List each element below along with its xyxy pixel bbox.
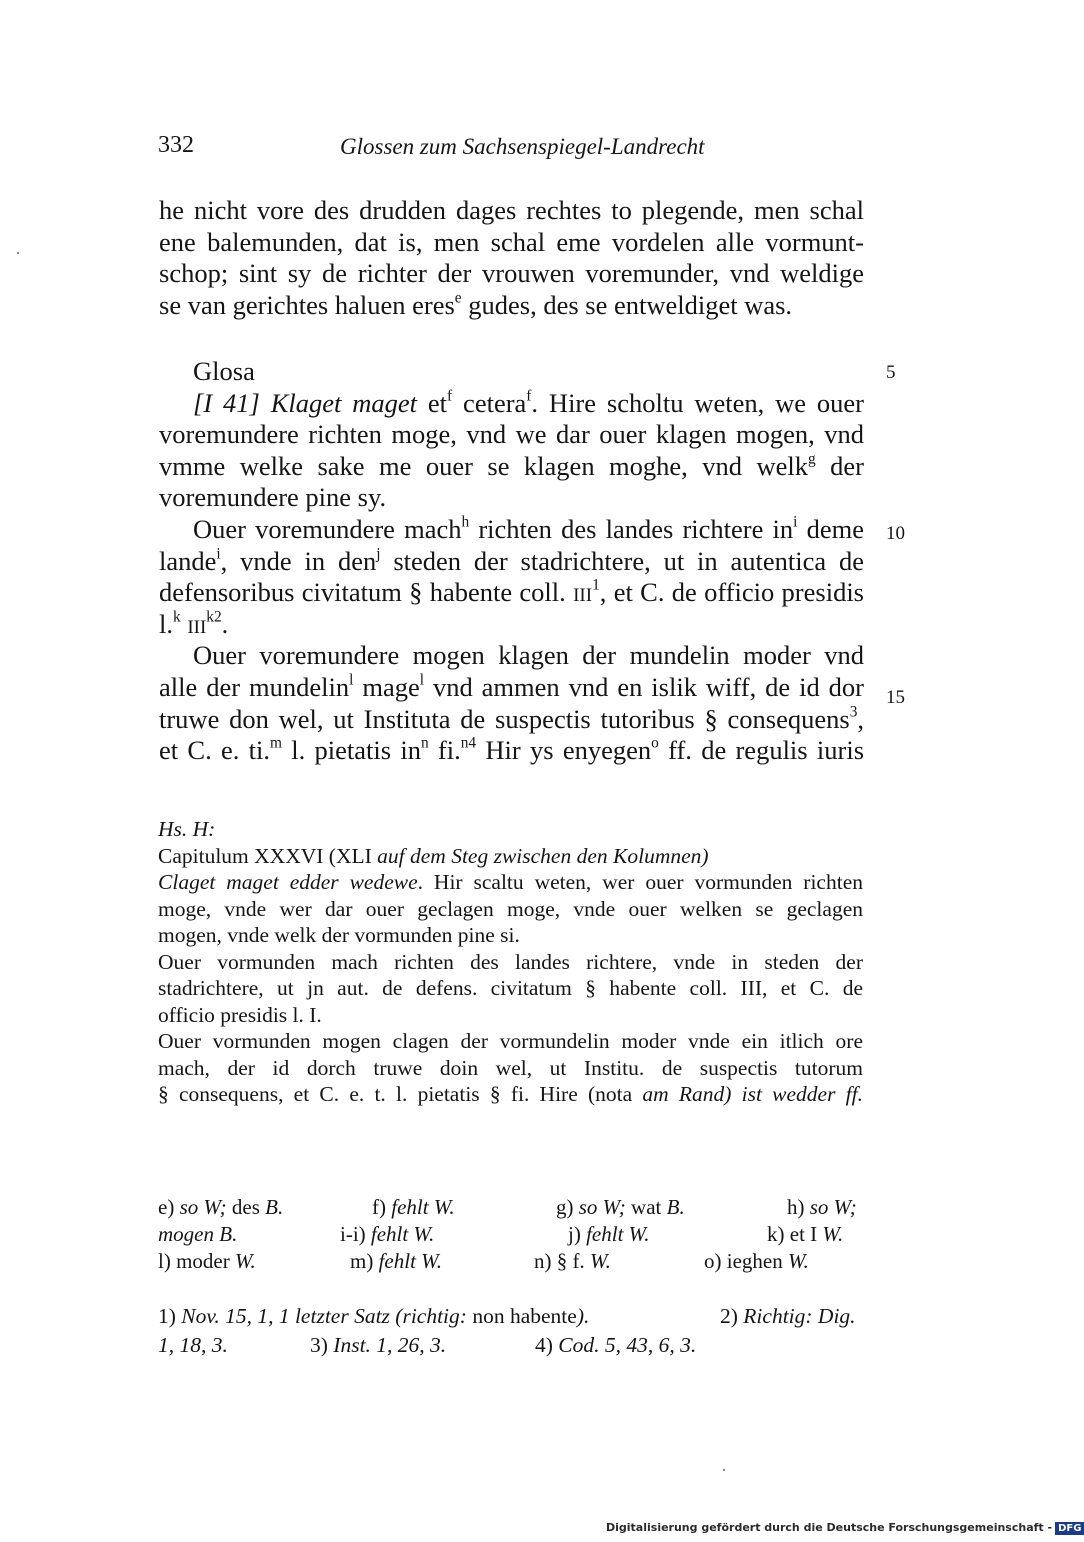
footnote-1: 1) Nov. 15, 1, 1 letzter Satz (richtig: non habente). [158, 1304, 590, 1328]
text-line: alle der mundelin$^l$ mage$^l$ vnd ammen vnd en islik wiff, de id dor [159, 671, 865, 702]
variant-note-e: e) so W; des B. [158, 1195, 284, 1219]
text-line: [I 41] Klaget maget $et^f$ cetera$^f$. Hire scholtu weten, we ouer [193, 387, 864, 418]
text-line: voremundere pine sy. [159, 482, 387, 513]
variant-note-h: h) so W; [787, 1195, 857, 1219]
variant-note-m: m) fehlt W. [350, 1249, 442, 1273]
text-line: schop; sint sy de richter der vrouwen voremunder, vnd weldige [159, 258, 864, 289]
variant-note-g: g) so W; wat B. [556, 1195, 685, 1219]
text-line: vmme welke sake me ouer se klagen moghe, vnd welk$^g$ der [159, 450, 864, 481]
text-line: l.$^k$ iii$^{k2}$. [159, 608, 229, 639]
variant-note-l: l) moder W. [158, 1249, 256, 1273]
page-number: 332 [158, 132, 194, 158]
scan-speck [723, 1469, 725, 1471]
footnote-3: 3) Inst. 1, 26, 3. [310, 1333, 447, 1357]
hs-line: mogen, vnde welk der vormunden pine si. [158, 923, 520, 947]
footnote-2-cont: 1, 18, 3. [158, 1333, 228, 1357]
text-line: Ouer voremundere mach$^h$ richten des landes richtere $in^i$ deme [193, 513, 864, 544]
variant-note-i: i-i) fehlt W. [340, 1222, 435, 1246]
text-line: se van gerichtes haluen eres$^e$ gudes, des se entweldiget was. [159, 289, 793, 320]
line-number: 15 [886, 687, 905, 708]
hs-line: § consequens, et C. e. t. l. pietatis § fi. Hire (nota am Rand) ist wedder ff. [158, 1082, 863, 1106]
hs-line: mach, der id dorch truwe doin wel, ut Institu. de suspectis tutorum [158, 1055, 863, 1080]
text-line: et C. e. ti.$^m$ l. pietatis $in^n$ fi.$^{n4}$ Hir ys enyegen$^o$ ff. de regulis iuris [159, 734, 865, 766]
text-line: voremundere richten moge, vnd we dar ouer klagen mogen, vnd [159, 419, 864, 450]
hs-line: Ouer vormunden mogen clagen der vormundelin moder vnde ein itlich ore [158, 1029, 863, 1053]
footnote-4: 4) Cod. 5, 43, 6, 3. [535, 1333, 697, 1357]
glosa-heading: Glosa [193, 356, 255, 386]
line-number: 5 [886, 362, 896, 383]
variant-note-j: j) fehlt W. [568, 1222, 650, 1246]
variant-note-n: n) § f. W. [534, 1249, 611, 1273]
scan-speck [17, 252, 19, 254]
variant-note-h-cont: mogen B. [158, 1222, 238, 1246]
hs-line: officio presidis l. I. [158, 1002, 322, 1027]
text-line: he nicht vore des drudden dages rechtes to plegende, men schal [159, 195, 864, 225]
text-line: truwe don wel, ut Instituta de suspectis tutoribus § consequens$^3$, [159, 703, 864, 734]
main-text-block [159, 195, 864, 321]
variant-note-f: f) fehlt W. [372, 1195, 455, 1219]
manuscript-label: Hs. H: [158, 817, 216, 841]
running-title: Glossen zum Sachsenspiegel-Landrecht [340, 134, 705, 159]
footnote-2: 2) Richtig: Dig. [720, 1304, 856, 1328]
hs-line: stadrichtere, ut jn aut. de defens. civitatum § habente coll. III, et C. de [158, 976, 863, 1000]
glosa-text-block [159, 356, 864, 767]
dfg-logo: DFG [1055, 1522, 1084, 1535]
line-number: 10 [886, 523, 905, 544]
hs-line: Claget maget edder wedewe. Hir scaltu weten, wer ouer vormunden richten [158, 870, 863, 894]
text-line: defensoribus civitatum § habente coll. iii$^1$, et C. de officio presidis [159, 576, 864, 608]
hs-line: moge, vnde wer dar ouer geclagen moge, vnde ouer welken se geclagen [158, 896, 863, 921]
hs-line: Ouer vormunden mach richten des landes richtere, vnde in steden der [158, 949, 863, 974]
text-line: ene balemunden, dat is, men schal eme vordelen alle vormunt- [159, 226, 864, 257]
manuscript-h-block [158, 816, 863, 1108]
variant-note-k: k) et I W. [767, 1222, 844, 1246]
text-line: Ouer voremundere mogen klagen der mundelin moder vnd [193, 640, 864, 671]
hs-line: Capitulum XXXVI (XLI auf dem Steg zwischen den Kolumnen) [158, 843, 709, 868]
variant-note-o: o) ieghen W. [704, 1249, 809, 1273]
funding-note: Digitalisierung gefördert durch die Deutsche Forschungsgemeinschaft - DFG [606, 1521, 1084, 1535]
text-line: lande$^i$, vnde in den$^j$ steden der stadrichtere, ut in autentica de [159, 545, 864, 576]
